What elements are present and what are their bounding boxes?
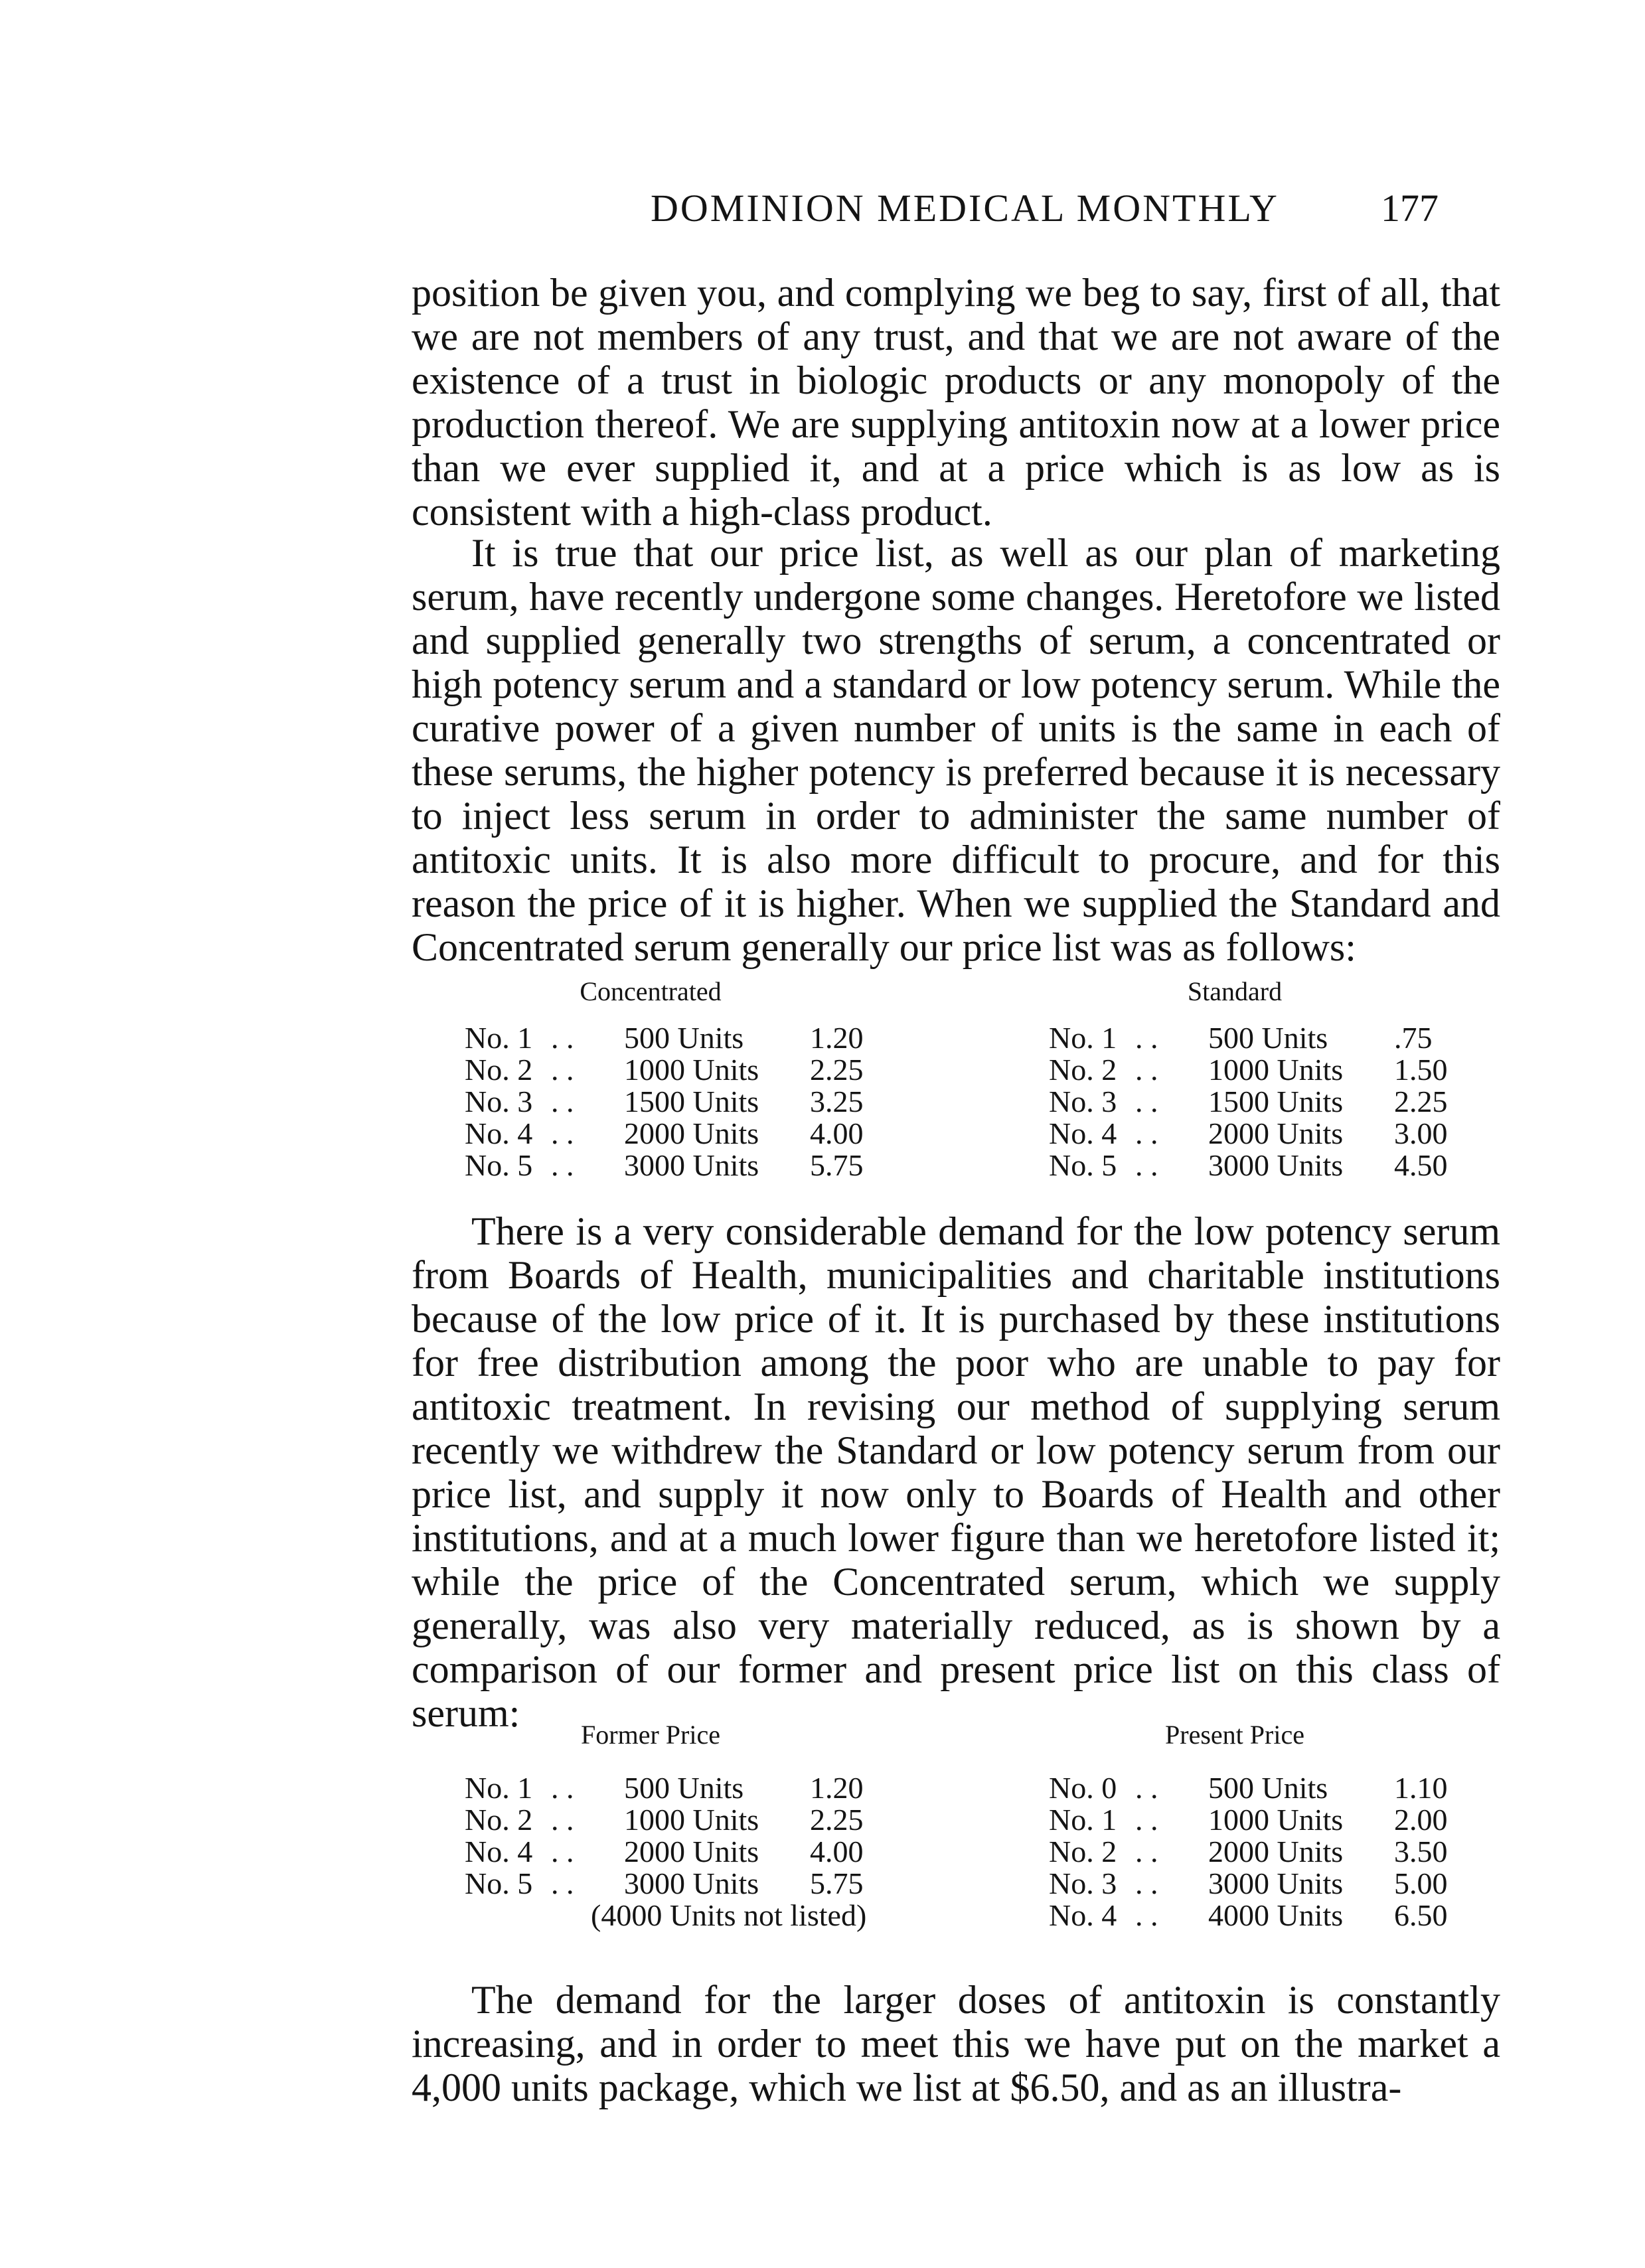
former-price-note: (4000 Units not listed) — [591, 1898, 867, 1932]
row-label: No. 4 — [1049, 1116, 1117, 1150]
row-label: No. 3 — [465, 1085, 533, 1118]
row-dots: . . — [551, 1116, 574, 1150]
row-price: 2.00 — [1394, 1803, 1448, 1837]
row-units: 1000 Units — [1208, 1803, 1344, 1837]
row-units: 3000 Units — [624, 1866, 759, 1900]
row-label: No. 1 — [1049, 1021, 1117, 1055]
row-label: No. 5 — [465, 1148, 533, 1182]
row-label: No. 1 — [465, 1021, 533, 1055]
row-price: 5.00 — [1394, 1866, 1448, 1900]
row-dots: . . — [1135, 1085, 1158, 1118]
row-price: 2.25 — [810, 1053, 864, 1087]
row-units: 2000 Units — [1208, 1835, 1344, 1868]
row-dots: . . — [551, 1835, 574, 1868]
row-units: 500 Units — [624, 1021, 744, 1055]
row-label: No. 2 — [465, 1053, 533, 1087]
row-units: 3000 Units — [1208, 1866, 1344, 1900]
row-price: 6.50 — [1394, 1898, 1448, 1932]
paragraph-3-block — [412, 1209, 1500, 1735]
row-dots: . . — [551, 1085, 574, 1118]
row-price: 3.25 — [810, 1085, 864, 1118]
row-units: 1000 Units — [1208, 1053, 1344, 1087]
running-head — [412, 186, 1460, 239]
row-label: No. 5 — [465, 1866, 533, 1900]
row-units: 2000 Units — [1208, 1116, 1344, 1150]
row-label: No. 3 — [1049, 1866, 1117, 1900]
page-number: 177 — [1381, 187, 1439, 230]
row-price: 2.25 — [810, 1803, 864, 1837]
row-units: 500 Units — [1208, 1021, 1328, 1055]
row-units: 1000 Units — [624, 1053, 759, 1087]
row-price: .75 — [1394, 1021, 1433, 1055]
row-units: 500 Units — [1208, 1771, 1328, 1805]
row-dots: . . — [551, 1021, 574, 1055]
row-units: 1500 Units — [624, 1085, 759, 1118]
present-price-heading: Present Price — [1165, 1720, 1304, 1750]
row-price: 1.50 — [1394, 1053, 1448, 1087]
row-dots: . . — [551, 1053, 574, 1087]
row-price: 3.00 — [1394, 1116, 1448, 1150]
row-label: No. 4 — [465, 1835, 533, 1868]
row-label: No. 2 — [465, 1803, 533, 1837]
row-dots: . . — [1135, 1866, 1158, 1900]
row-label: No. 1 — [1049, 1803, 1117, 1837]
row-dots: . . — [551, 1866, 574, 1900]
row-dots: . . — [551, 1148, 574, 1182]
row-label: No. 2 — [1049, 1053, 1117, 1087]
former-price-heading: Former Price — [581, 1720, 720, 1750]
row-price: 1.20 — [810, 1771, 864, 1805]
row-units: 3000 Units — [1208, 1148, 1344, 1182]
row-label: No. 5 — [1049, 1148, 1117, 1182]
row-label: No. 0 — [1049, 1771, 1117, 1805]
row-price: 1.10 — [1394, 1771, 1448, 1805]
row-dots: . . — [1135, 1116, 1158, 1150]
journal-title: DOMINION MEDICAL MONTHLY — [651, 187, 1279, 230]
row-price: 3.50 — [1394, 1835, 1448, 1868]
row-price: 4.50 — [1394, 1148, 1448, 1182]
row-price: 4.00 — [810, 1835, 864, 1868]
paragraph-4-block — [412, 1978, 1500, 2109]
row-units: 500 Units — [624, 1771, 744, 1805]
paragraph-1: position be given you, and complying we beg to say, first of all, that we are not members of any trust, and that we are not aware of the existence of a trust in biologic products or any monopoly of the production thereof. We are supplying antitoxin now at a lower price than we ever supplied it, and at a price which is as low as is consistent with a high-class product. — [412, 271, 1500, 534]
price-table-former-present — [465, 1719, 1487, 1945]
row-dots: . . — [1135, 1803, 1158, 1837]
row-label: No. 3 — [1049, 1085, 1117, 1118]
row-label: No. 2 — [1049, 1835, 1117, 1868]
row-dots: . . — [1135, 1898, 1158, 1932]
row-units: 1500 Units — [1208, 1085, 1344, 1118]
paragraph-4: The demand for the larger doses of antitoxin is constantly increasing, and in order to meet this we have put on the market a 4,000 units package, which we list at $6.50, and as an illustra- — [412, 1978, 1500, 2109]
price-table-concentrated-standard — [465, 976, 1487, 1188]
row-units: 2000 Units — [624, 1116, 759, 1150]
row-units: 4000 Units — [1208, 1898, 1344, 1932]
row-price: 5.75 — [810, 1866, 864, 1900]
row-price: 4.00 — [810, 1116, 864, 1150]
row-label: No. 1 — [465, 1771, 533, 1805]
row-dots: . . — [1135, 1053, 1158, 1087]
row-dots: . . — [1135, 1148, 1158, 1182]
row-dots: . . — [1135, 1021, 1158, 1055]
row-label: No. 4 — [465, 1116, 533, 1150]
row-dots: . . — [551, 1803, 574, 1837]
row-units: 3000 Units — [624, 1148, 759, 1182]
paragraph-1-block — [412, 271, 1500, 534]
concentrated-heading: Concentrated — [580, 976, 722, 1006]
paragraph-2-block — [412, 531, 1500, 969]
row-price: 2.25 — [1394, 1085, 1448, 1118]
paragraph-2: It is true that our price list, as well as our plan of marketing serum, have recently undergone some changes. Heretofore we listed and supplied generally two strengths of serum, a concentrated or high potency serum and a standard or low potency serum. While the curative power of a given number of units is the same in each of these serums, the higher potency is preferred because it is necessary to inject less serum in order to administer the same number of antitoxic units. It is also more difficult to procure, and for this reason the price of it is higher. When we supplied the Standard and Concentrated serum generally our price list was as follows: — [412, 531, 1500, 969]
standard-heading: Standard — [1187, 976, 1283, 1006]
row-dots: . . — [1135, 1835, 1158, 1868]
row-price: 5.75 — [810, 1148, 864, 1182]
row-label: No. 4 — [1049, 1898, 1117, 1932]
row-price: 1.20 — [810, 1021, 864, 1055]
paragraph-3: There is a very considerable demand for the low potency serum from Boards of Health, municipalities and charitable institutions because of the low price of it. It is purchased by these institutions for free distribution among the poor who are unable to pay for antitoxic treatment. In revising our method of supplying serum recently we withdrew the Standard or low potency serum from our price list, and supply it now only to Boards of Health and other institutions, and at a much lower figure than we heretofore listed it; while the price of the Concentrated serum, which we supply generally, was also very materially reduced, as is shown by a comparison of our former and present price list on this class of serum: — [412, 1209, 1500, 1735]
row-units: 2000 Units — [624, 1835, 759, 1868]
row-dots: . . — [551, 1771, 574, 1805]
row-dots: . . — [1135, 1771, 1158, 1805]
row-units: 1000 Units — [624, 1803, 759, 1837]
